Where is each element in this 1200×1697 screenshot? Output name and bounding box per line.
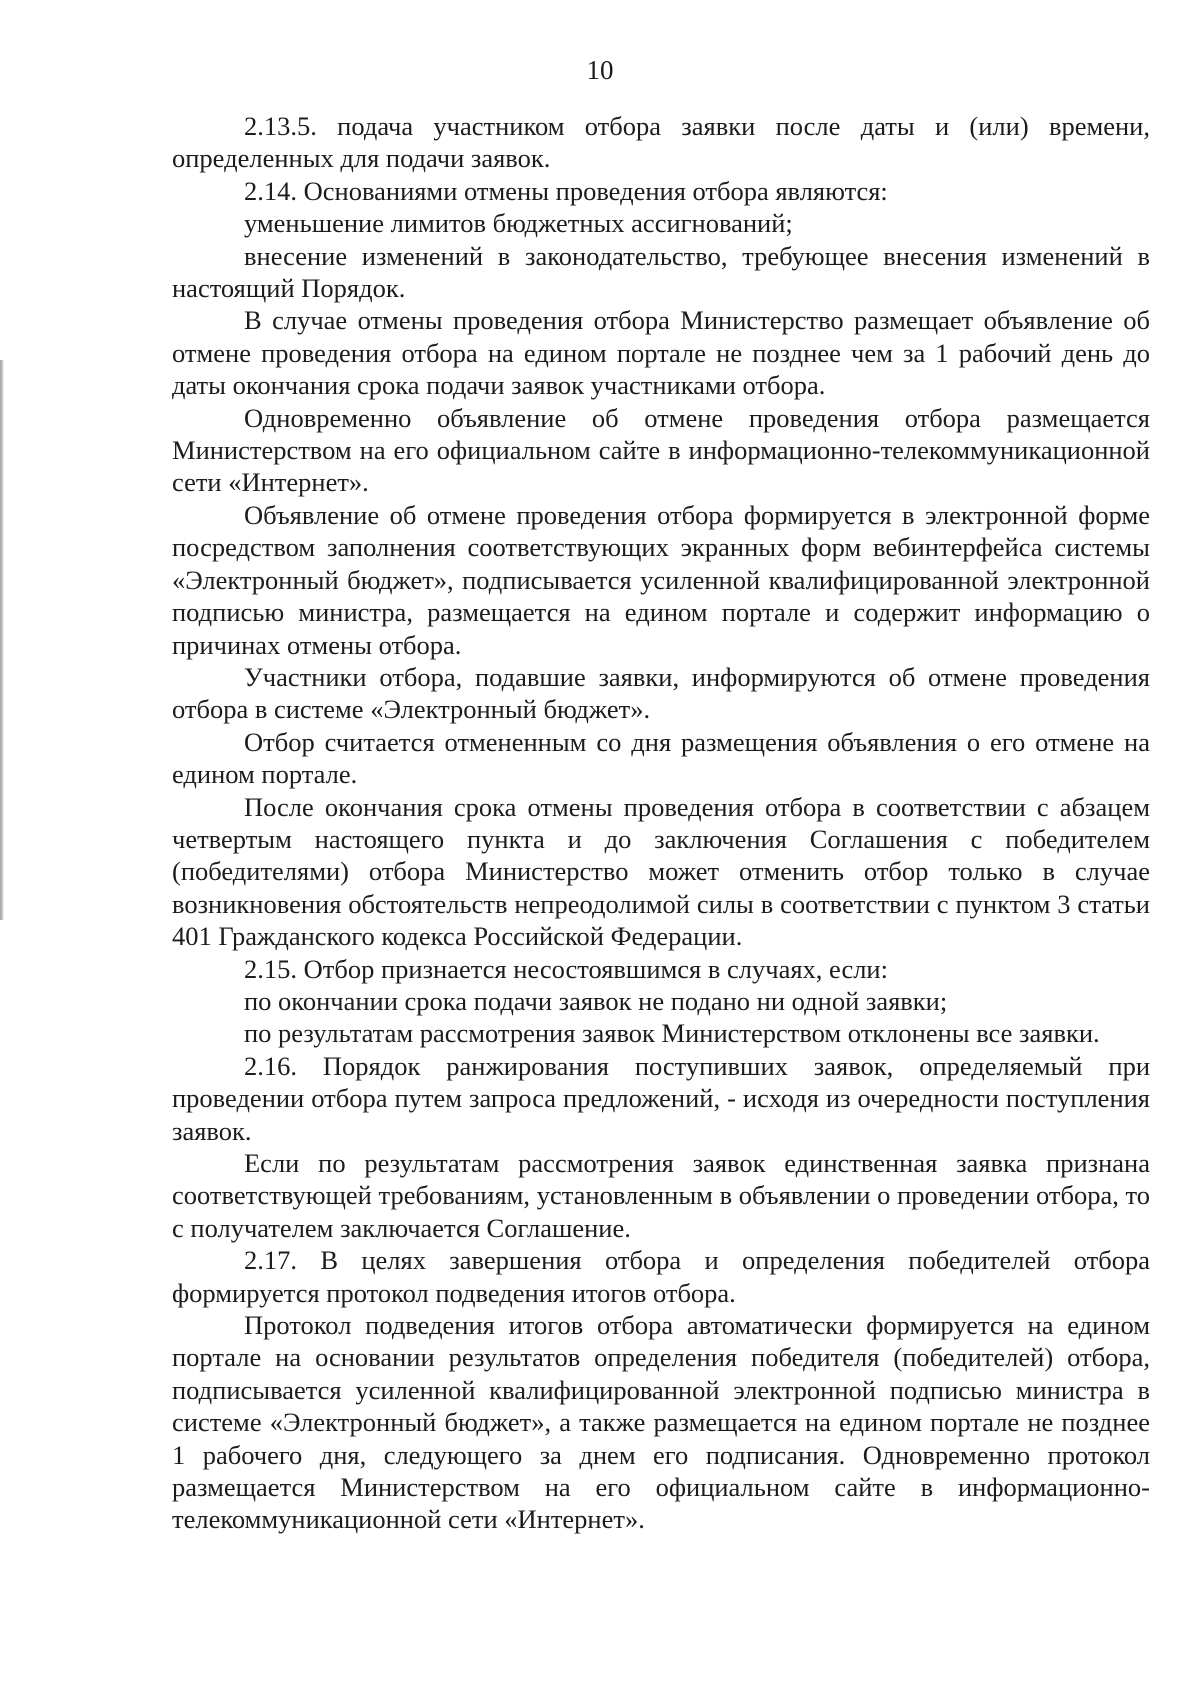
paragraph-2-17: 2.17. В целях завершения отбора и определения победителей отбора формируется протокол подведения итогов отбора. [172, 1245, 1150, 1308]
paragraph-no-applications: по окончании срока подачи заявок не подано ни одной заявки; [244, 985, 948, 1016]
page-number: 10 [586, 55, 614, 85]
paragraph-2-15: 2.15. Отбор признается несостоявшимся в случаях, если: [244, 953, 888, 984]
paragraph-budget-reduction: уменьшение лимитов бюджетных ассигнований; [244, 208, 793, 239]
paragraph-cancelled-date: Отбор считается отмененным со дня размещения объявления о его отмене на едином портале. [172, 726, 1150, 790]
paragraph-participants-informed: Участники отбора, подавшие заявки, информируются об отмене проведения отбора в системе «Электронный бюджет». [172, 661, 1150, 725]
scan-edge-shadow [0, 360, 4, 920]
paragraph-cancellation-notice: В случае отмены проведения отбора Министерство размещает объявление об отмене проведения отбора на едином портале не позднее чем за 1 рабочий день до даты окончания срока подачи заявок участниками отбора. [172, 305, 1150, 401]
paragraph-2-13-5: 2.13.5. подача участником отбора заявки после даты и (или) времени, определенных для подачи заявок. [172, 111, 1150, 174]
paragraph-notice-form: Объявление об отмене проведения отбора формируется в электронной форме посредством заполнения соответствующих экранных форм вебинтерфейса системы «Электронный бюджет», подписывается усиленной квалифицированной электронной подписью министра, размещается на едином портале и содержит информацию о причинах отмены отбора. [172, 499, 1150, 660]
paragraph-force-majeure: После окончания срока отмены проведения отбора в соответствии с абзацем четвертым настоящего пункта и до заключения Соглашения с победителем (победителями) отбора Министерство может отменить отбор только в случае возникновения обстоятельств непреодолимой силы в соответствии с пунктом 3 статьи 401 Гражданского кодекса Российской Федерации. [172, 791, 1150, 952]
paragraph-single-application: Если по результатам рассмотрения заявок единственная заявка признана соответствующей требованиям, установленным в объявлении о проведении отбора, то с получателем заключается Соглашение. [172, 1148, 1150, 1243]
document-body [172, 110, 1150, 1536]
paragraph-simultaneous-posting: Одновременно объявление об отмене проведения отбора размещается Министерством на его официальном сайте в информационно-телекоммуникационной сети «Интернет». [172, 402, 1150, 498]
paragraph-2-14: 2.14. Основаниями отмены проведения отбора являются: [244, 175, 888, 206]
paragraph-protocol: Протокол подведения итогов отбора автоматически формируется на едином портале на основании результатов определения победителя (победителей) отбора, подписывается усиленной квалифицированной электронной подписью министра в системе «Электронный бюджет», а также размещается на едином портале не позднее 1 рабочего дня, следующего за днем его подписания. Одновременно протокол размещается Министерством на его официальном сайте в информационно-телекоммуникационной сети «Интернет». [172, 1310, 1150, 1535]
paragraph-all-rejected: по результатам рассмотрения заявок Министерством отклонены все заявки. [244, 1018, 1100, 1049]
paragraph-legislation-change: внесение изменений в законодательство, требующее внесения изменений в настоящий Порядок. [172, 240, 1150, 304]
paragraph-2-16: 2.16. Порядок ранжирования поступивших заявок, определяемый при проведении отбора путем запроса предложений, - исходя из очередности поступления заявок. [172, 1050, 1150, 1146]
